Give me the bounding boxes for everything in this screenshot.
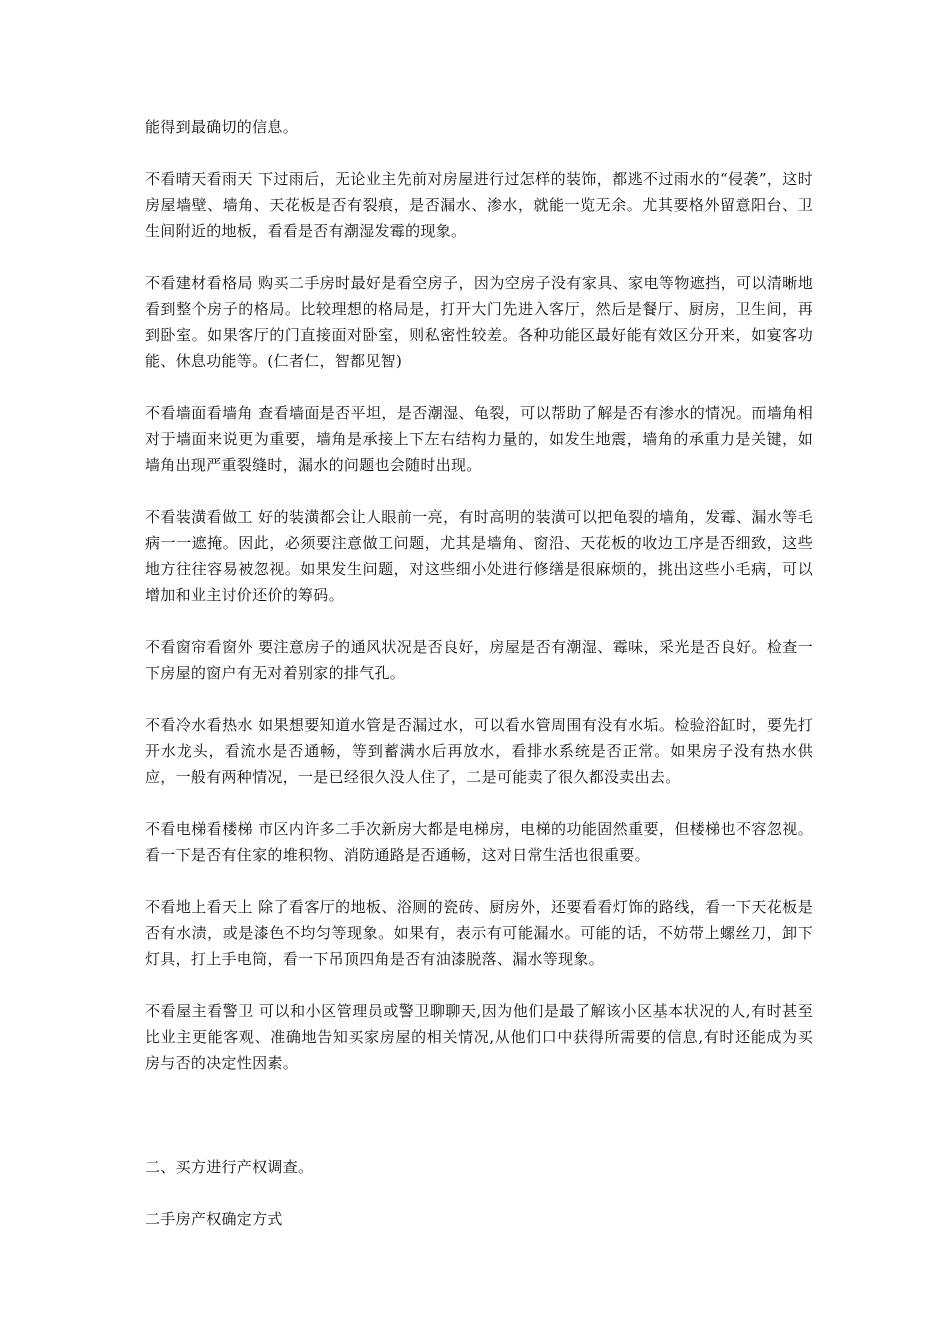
subheading: 二手房产权确定方式 <box>145 1210 283 1228</box>
intro-line: 能得到最确切的信息。 <box>145 118 299 136</box>
paragraph-wall-corner: 不看墙面看墙角 查看墙面是否平坦，是否潮湿、龟裂，可以帮助了解是否有渗水的情况。而墙角相对于墙面来说更为重要，墙角是承接上下左右结构力量的，如发生地震，墙角的承重力是关键，如墙角出现严重裂缝时，漏水的问题也会随时出现。 <box>145 404 813 474</box>
paragraph-workmanship: 不看装潢看做工 好的装潢都会让人眼前一亮，有时高明的装潢可以把龟裂的墙角，发霉、漏水等毛病一一遮掩。因此，必须要注意做工问题，尤其是墙角、窗沿、天花板的收边工序是否细致，这些地方往往容易被忽视。如果发生问题，对这些细小处进行修缮是很麻烦的，挑出这些小毛病，可以增加和业主讨价还价的筹码。 <box>145 508 813 604</box>
paragraph-rainy-day: 不看晴天看雨天 下过雨后，无论业主先前对房屋进行过怎样的装饰，都逃不过雨水的“侵袭”，这时房屋墙壁、墙角、天花板是否有裂痕，是否漏水、渗水，就能一览无余。尤其要格外留意阳台、卫生间附近的地板，看看是否有潮湿发霉的现象。 <box>145 170 813 240</box>
paragraph-hot-water: 不看冷水看热水 如果想要知道水管是否漏过水，可以看水管周围有没有水垢。检验浴缸时，要先打开水龙头，看流水是否通畅，等到蓄满水后再放水，看排水系统是否正常。如果房子没有热水供应，一般有两种情况，一是已经很久没人住了，二是可能卖了很久都没卖出去。 <box>145 716 813 786</box>
paragraph-window: 不看窗帘看窗外 要注意房子的通风状况是否良好，房屋是否有潮湿、霉味，采光是否良好。检查一下房屋的窗户有无对着别家的排气孔。 <box>145 638 813 682</box>
paragraph-stairs: 不看电梯看楼梯 市区内许多二手次新房大都是电梯房，电梯的功能固然重要，但楼梯也不容忽视。看一下是否有住家的堆积物、消防通路是否通畅，这对日常生活也很重要。 <box>145 820 813 864</box>
paragraph-ceiling: 不看地上看天上 除了看客厅的地板、浴厕的瓷砖、厨房外，还要看看灯饰的路线，看一下天花板是否有水渍，或是漆色不均匀等现象。如果有，表示有可能漏水。可能的话，不妨带上螺丝刀，卸下灯具，打上手电筒，看一下吊顶四角是否有油漆脱落、漏水等现象。 <box>145 898 813 968</box>
document-body <box>145 114 813 1258</box>
paragraph-guard: 不看屋主看警卫 可以和小区管理员或警卫聊聊天,因为他们是最了解该小区基本状况的人,有时甚至比业主更能客观、准确地告知买家房屋的相关情况,从他们口中获得所需要的信息,有时还能成为买房与否的决定性因素。 <box>145 1002 813 1072</box>
section-heading: 二、买方进行产权调查。 <box>145 1158 314 1176</box>
paragraph-layout: 不看建材看格局 购买二手房时最好是看空房子，因为空房子没有家具、家电等物遮挡，可以清晰地看到整个房子的格局。比较理想的格局是，打开大门先进入客厅，然后是餐厅、厨房，卫生间，再到卧室。如果客厅的门直接面对卧室，则私密性较差。各种功能区最好能有效区分开来，如宴客功能、休息功能等。(仁者仁，智都见智) <box>145 274 813 370</box>
spacer <box>145 1102 813 1154</box>
